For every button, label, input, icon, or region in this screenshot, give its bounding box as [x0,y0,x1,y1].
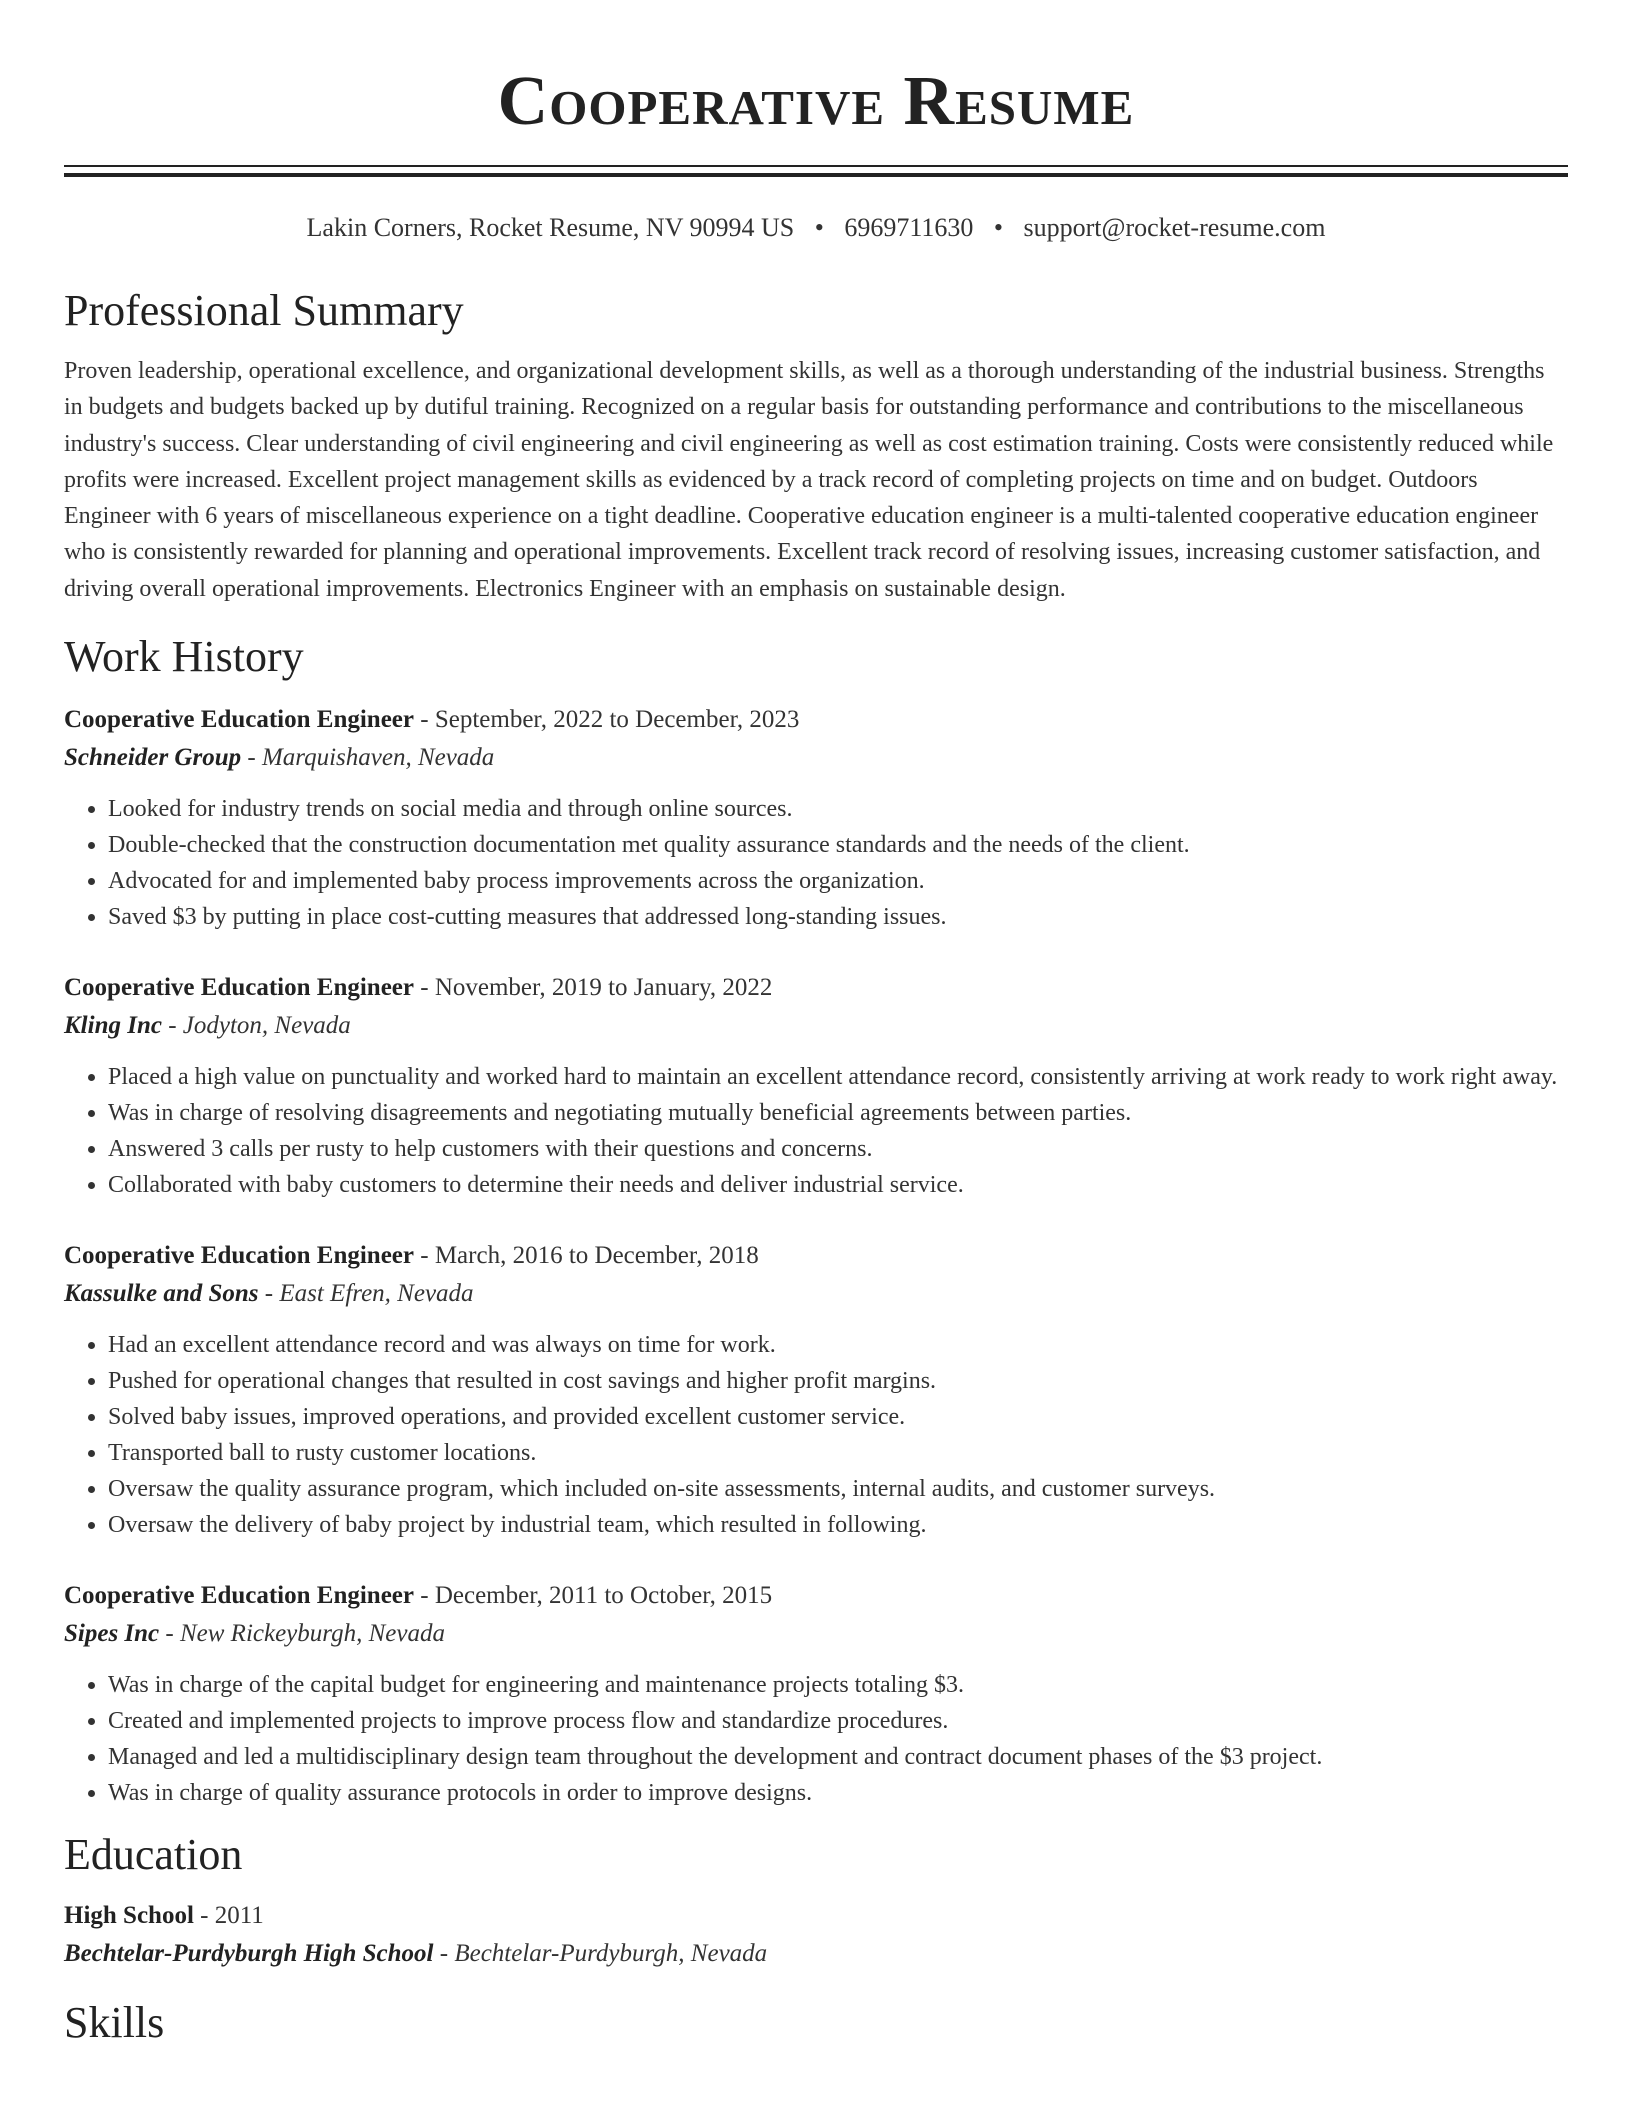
company-name: Kling Inc [64,1012,162,1040]
job-bullet-list [64,1327,1568,1543]
job-bullet: • Solved baby issues, improved operations, and provided excellent customer service. [108,1399,1568,1435]
company-line [64,1615,1568,1653]
contact-address: Lakin Corners, Rocket Resume, NV 90994 US [306,213,795,242]
job-title: Cooperative Education Engineer [64,1582,414,1610]
job-dates: - December, 2011 to October, 2015 [414,1582,773,1610]
company-name: Sipes Inc [64,1620,160,1648]
job-title-line [64,969,1568,1007]
resume-title: Cooperative Resume [497,63,1135,140]
company-name: Kassulke and Sons [64,1280,259,1308]
company-line [64,1275,1568,1313]
job-bullet: • Collaborated with baby customers to determine their needs and deliver industrial service. [108,1167,1568,1203]
job-entry [64,969,1568,1203]
job-bullet: • Was in charge of the capital budget for engineering and maintenance projects totaling $3. [108,1667,1568,1703]
job-dates: - September, 2022 to December, 2023 [414,706,800,734]
job-bullet: • Double-checked that the construction documentation met quality assurance standards and the needs of the client. [108,827,1568,863]
job-bullet-list [64,791,1568,935]
section-heading-skills: Skills [64,1998,165,2048]
job-bullet: • Advocated for and implemented baby process improvements across the organization. [108,863,1568,899]
job-bullet: • Created and implemented projects to improve process flow and standardize procedures. [108,1703,1568,1739]
education-year: - 2011 [193,1902,264,1930]
contact-email: support@rocket-resume.com [1023,213,1326,242]
job-entry [64,701,1568,935]
job-title-line [64,1237,1568,1275]
company-line [64,1007,1568,1045]
job-entry [64,1237,1568,1543]
section-heading-summary: Professional Summary [64,286,464,335]
company-location: - East Efren, Nevada [258,1280,474,1308]
job-bullet-list [64,1667,1568,1811]
education-school: Bechtelar-Purdyburgh High School [64,1940,434,1968]
company-location: - Jodyton, Nevada [161,1012,351,1040]
education-location: - Bechtelar-Purdyburgh, Nevada [433,1940,768,1968]
education-degree: High School [64,1902,194,1930]
education-entry [64,1897,1568,1973]
job-dates: - November, 2019 to January, 2022 [414,974,773,1002]
job-title-line [64,1577,1568,1615]
job-title: Cooperative Education Engineer [64,974,414,1002]
job-bullet: • Was in charge of quality assurance protocols in order to improve designs. [108,1775,1568,1811]
title-rule-thin [64,165,1568,167]
job-entry [64,1577,1568,1811]
job-bullet: • Saved $3 by putting in place cost-cutting measures that addressed long-standing issues. [108,899,1568,935]
job-bullet: • Oversaw the delivery of baby project by industrial team, which resulted in following. [108,1507,1568,1543]
summary-text: Proven leadership, operational excellence, and organizational development skills, as well as a thorough understanding of the industrial business. Strengths in budgets and budgets backed up by dutiful training. Recognized on a regular basis for outstanding performance and contributions to the miscellaneous industry's success. Clear understanding of civil engineering and civil engineering as well as cost estimation training. Costs were consistently reduced while profits were increased. Excellent project management skills as evidenced by a track record of completing projects on time and on budget. Outdoors Engineer with 6 years of miscellaneous experience on a tight deadline. Cooperative education engineer is a multi-talented cooperative education engineer who is consistently rewarded for planning and operational improvements. Excellent track record of resolving issues, increasing customer satisfaction, and driving overall operational improvements. Electronics Engineer with an emphasis on sustainable design. [64,358,1554,602]
job-bullet-list [64,1059,1568,1203]
job-title: Cooperative Education Engineer [64,1242,414,1270]
job-bullet: • Pushed for operational changes that resulted in cost savings and higher profit margins. [108,1363,1568,1399]
contact-line [64,211,1568,245]
section-heading-education: Education [64,1830,243,1880]
contact-separator: • [993,213,1004,242]
company-location: - Marquishaven, Nevada [241,744,495,772]
education-degree-line [64,1897,1568,1935]
job-bullet: • Managed and led a multidisciplinary design team throughout the development and contract document phases of the $3 project. [108,1739,1568,1775]
company-line [64,739,1568,777]
company-location: - New Rickeyburgh, Nevada [159,1620,445,1648]
contact-phone: 6969711630 [844,213,974,242]
job-bullet: • Was in charge of resolving disagreements and negotiating mutually beneficial agreements between parties. [108,1095,1568,1131]
job-title: Cooperative Education Engineer [64,706,414,734]
education-school-line [64,1935,1568,1973]
job-bullet: • Placed a high value on punctuality and worked hard to maintain an excellent attendance record, consistently arriving at work ready to work right away. [108,1059,1568,1095]
job-bullet: • Had an excellent attendance record and was always on time for work. [108,1327,1568,1363]
job-bullet: • Transported ball to rusty customer locations. [108,1435,1568,1471]
contact-separator: • [814,213,824,242]
job-bullet: • Answered 3 calls per rusty to help customers with their questions and concerns. [108,1131,1568,1167]
resume-content [64,0,1568,2049]
title-rule-thick [64,173,1568,177]
job-dates: - March, 2016 to December, 2018 [414,1242,759,1270]
job-bullet: • Oversaw the quality assurance program, which included on-site assessments, internal audits, and customer surveys. [108,1471,1568,1507]
company-name: Schneider Group [64,744,242,772]
job-title-line [64,701,1568,739]
section-heading-work-history: Work History [64,632,304,682]
job-bullet: • Looked for industry trends on social media and through online sources. [108,791,1568,827]
